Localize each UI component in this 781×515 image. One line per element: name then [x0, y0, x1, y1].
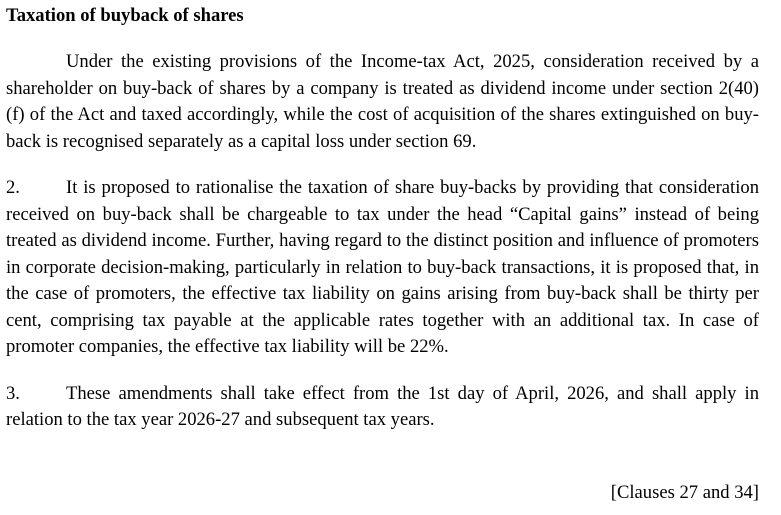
- paragraph-1: [6, 49, 759, 155]
- paragraph-2-number: 2.: [6, 177, 20, 198]
- document-title: Taxation of buyback of shares: [6, 5, 244, 26]
- clauses-reference: [Clauses 27 and 34]: [610, 482, 759, 503]
- paragraph-1-text: Under the existing provisions of the Income-tax Act, 2025, consideration received by a shareholder on buy-back of shares by a company is treated as dividend income under section 2(40)(f) of the Act and taxed accordingly, while the cost of acquisition of the shares extinguished on buy-back is recognised separately as a capital loss under section 69.: [6, 51, 759, 152]
- document-page: [6, 3, 759, 434]
- paragraph-3: [6, 381, 759, 434]
- paragraph-3-number: 3.: [6, 382, 20, 404]
- paragraph-2: [6, 175, 759, 361]
- paragraph-2-text: It is proposed to rationalise the taxation of share buy-backs by providing that consideration received on buy-back shall be chargeable to tax under the head “Capital gains” instead of being treated as dividend income. Further, having regard to the distinct position and influence of promoters in corporate decision-making, particularly in relation to buy-back transactions, it is proposed that, in the case of promoters, the effective tax liability on gains arising from buy-back shall be thirty per cent, comprising tax payable at the applicable rates together with an additional tax. In case of promoter companies, the effective tax liability will be 22%.: [6, 177, 759, 357]
- paragraph-3-text: These amendments shall take effect from the 1st day of April, 2026, and shall apply in relation to the tax year 2026-27 and subsequent tax years.: [6, 382, 759, 430]
